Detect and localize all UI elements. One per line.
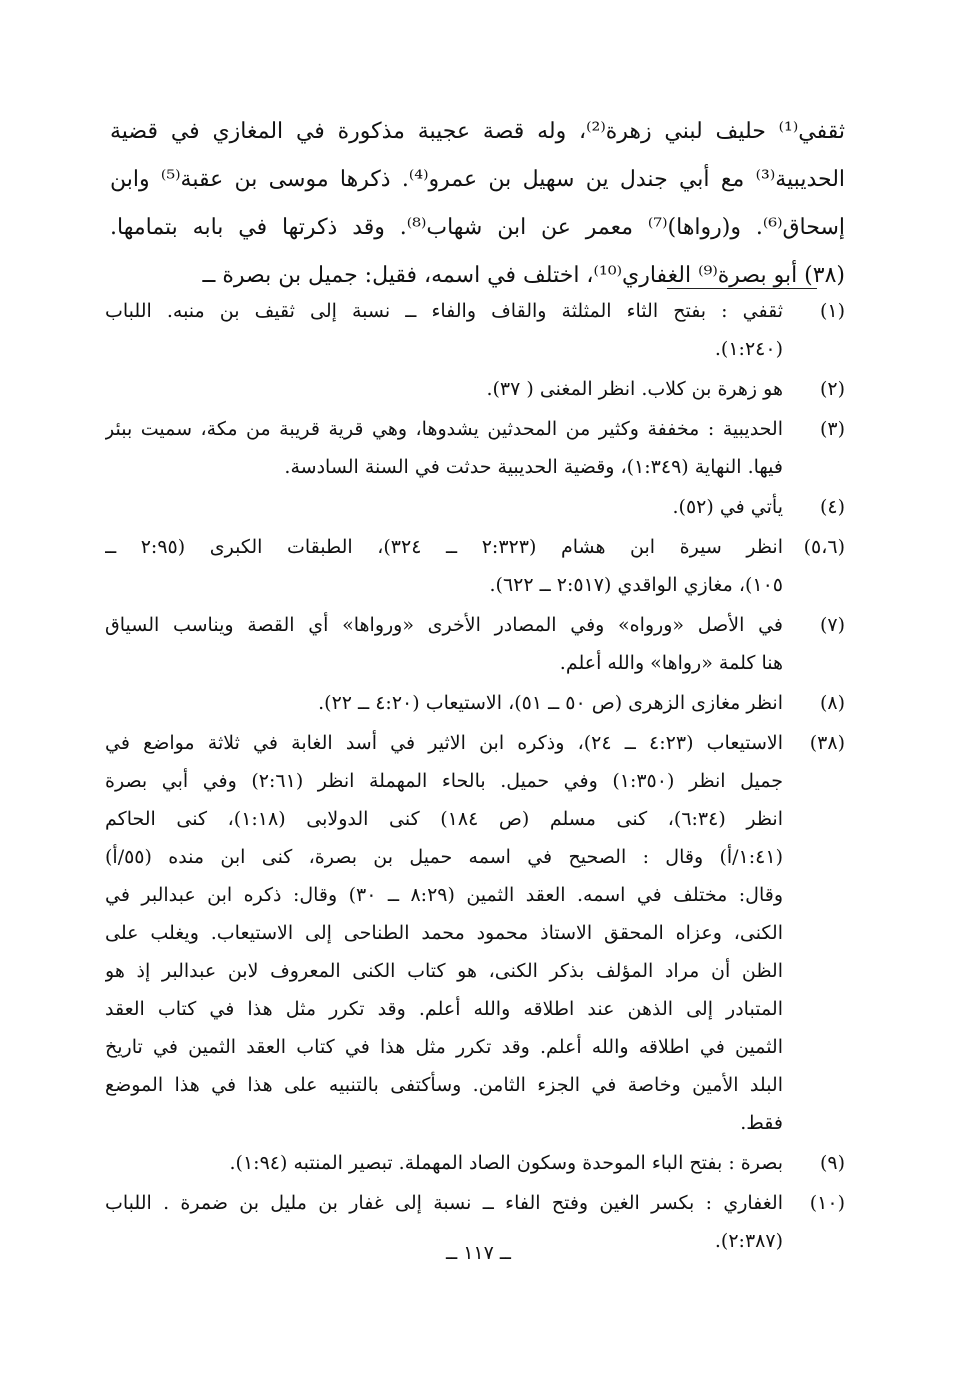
footnote-number: (٣٨) xyxy=(809,732,845,754)
footnote-line: فقط. xyxy=(740,1112,783,1134)
footnote xyxy=(105,410,845,486)
footnote-line: (١:٢٤٠). xyxy=(714,338,783,360)
footnote-line: (٢:٣٨٧). xyxy=(714,1230,783,1252)
footnote xyxy=(105,488,845,526)
footnote-text xyxy=(105,606,783,682)
footnote-text xyxy=(105,292,783,368)
footnote-number: (٤) xyxy=(819,496,845,518)
footnote-line: الكنى، وعزاه المحقق الاستاذ محمود محمد الطناحى إلى الاستيعاب. ويغلب على xyxy=(105,922,783,944)
footnote-line: الثمين في اطلاقه والله أعلم. وقد تكرر مثل هذا في كتاب العقد الثمين في تاريخ xyxy=(105,1036,783,1058)
footnote-line: فيها. النهاية (١:٣٤٩)، وقضية الحديبية حدثت في السنة السادسة. xyxy=(284,456,783,478)
footnote-number: (١) xyxy=(819,300,845,322)
footnote-line: انظر سيرة ابن هشام (٢:٣٢٣ ــ ٣٢٤)، الطبقات الكبرى (٢:٩٥ ــ xyxy=(105,536,783,558)
footnotes-section xyxy=(105,292,845,1262)
footnote-line: هنا كلمة «رواها» والله أعلم. xyxy=(559,652,783,674)
footnote-line: في الأصل «ورواه» وفي المصادر الأخرى «ورواها» أي القصة ويناسب السياق xyxy=(105,614,783,636)
footnote xyxy=(105,528,845,604)
footnote-line: البلد الأمين وخاصة في الجزء الثامن. وسأكتفى بالتنبيه على هذا في هذا الموضع xyxy=(105,1074,783,1096)
footnote-number: (٥،٦) xyxy=(803,536,845,558)
footnote-line: ثقفي : بفتح الثاء المثلثة والقاف والفاء ــ نسبة إلى ثقيف بن منبه. اللباب xyxy=(105,300,783,322)
footnote-line: انظر (٦:٣٤)، كنى مسلم (ص ١٨٤) كنى الدولابى (١:١٨)، كنى الحاكم xyxy=(105,808,783,830)
footnote xyxy=(105,684,845,722)
footnote-text xyxy=(105,410,783,486)
footnote-number: (٧) xyxy=(819,614,845,636)
footnote-text xyxy=(105,528,783,604)
footnote-text xyxy=(105,1144,783,1182)
footnote-line: يأتي في (٥٢). xyxy=(672,496,783,518)
footnote-number: (٣) xyxy=(819,418,845,440)
footnote xyxy=(105,606,845,682)
footnote-line: انظر مغازى الزهرى (ص ٥٠ ــ ٥١)، الاستيعاب (٤:٢٠ ــ ٢٢). xyxy=(318,692,783,714)
main-text xyxy=(110,108,845,300)
footnote xyxy=(105,292,845,368)
footnote-line: وقال: مختلف في اسمه. العقد الثمين (٨:٢٩ ــ ٣٠) وقال: ذكره ابن عبدالبر في xyxy=(105,884,783,906)
footnote xyxy=(105,724,845,1142)
footnote xyxy=(105,370,845,408)
main-text-line: ثقفي⁽¹⁾ حليف لبني زهرة⁽²⁾، وله قصة عجيبة مذكورة في المغازي في قضية xyxy=(110,119,845,144)
page-number: ــ ١١٧ ــ xyxy=(446,1242,511,1264)
main-text-line: الحديبية⁽³⁾ مع أبي جندل ين سهيل بن عمرو⁽⁴⁾. ذكرها موسى بن عقبة⁽⁵⁾ وابن xyxy=(110,167,845,192)
footnote-line: الحديبية : مخففة وكثير من المحدثين يشدوها، وهي قرية قريبة من مكة، سميت ببئر xyxy=(105,418,783,440)
footnote-line: بصرة : بفتح الباء الموحدة وسكون الصاد المهملة. تبصير المنتبه (١:٩٤). xyxy=(229,1152,783,1174)
footnote-line: المتبادر إلى الذهن عند اطلاقه والله أعلم. وقد تكرر مثل هذا في كتاب العقد xyxy=(105,998,783,1020)
footnote-line: (١:٤١/أ) وقال : الصحيح في اسمه حميل بن بصرة، كنى ابن منده (٥٥/أ) xyxy=(105,846,783,868)
footnote-text xyxy=(105,488,783,526)
main-text-line: إسحاق⁽⁶⁾. و(رواها)⁽⁷⁾ معمر عن ابن شهاب⁽⁸⁾. وقد ذكرتها في بابه بتمامها. xyxy=(110,215,845,240)
footnote-number: (٩) xyxy=(819,1152,845,1174)
footnote-line: ١٠٥)، مغازي الواقدي (٢:٥١٧ ــ ٦٢٢). xyxy=(489,574,783,596)
footnote-text xyxy=(105,370,783,408)
footnote-line: الاستيعاب (٤:٢٣ ــ ٢٤)، وذكره ابن الاثير في أسد الغابة في ثلاثة مواضع في xyxy=(105,732,783,754)
footnote-text xyxy=(105,684,783,722)
footnote-separator xyxy=(667,288,817,289)
footnote xyxy=(105,1144,845,1182)
footnote-line: الغفاري : بكسر الغين وفتح الفاء ــ نسبة إلى غفار بن مليل بن ضمرة . اللباب xyxy=(105,1192,783,1214)
main-text-line: (٣٨) أبو بصرة⁽⁹⁾ الغفاري⁽¹⁰⁾، اختلف في اسمه، فقيل: جميل بن بصرة ــ xyxy=(202,263,845,288)
footnote-number: (٢) xyxy=(819,378,845,400)
footnote-text xyxy=(105,724,783,1142)
footnote-line: الظن أن مراد المؤلف بذكر الكنى، هو كتاب الكنى المعروف لابن عبدالبر إذ هو xyxy=(105,960,783,982)
footnote-number: (١٠) xyxy=(809,1192,845,1214)
footnote-number: (٨) xyxy=(819,692,845,714)
footnote-line: هو زهرة بن كلاب. انظر المغنى ( ٣٧). xyxy=(486,378,783,400)
footnote-line: جميل انظر (١:٣٥٠) وفي حميل. بالحاء المهملة انظر (٢:٦١) وفي أبي بصرة xyxy=(105,770,783,792)
